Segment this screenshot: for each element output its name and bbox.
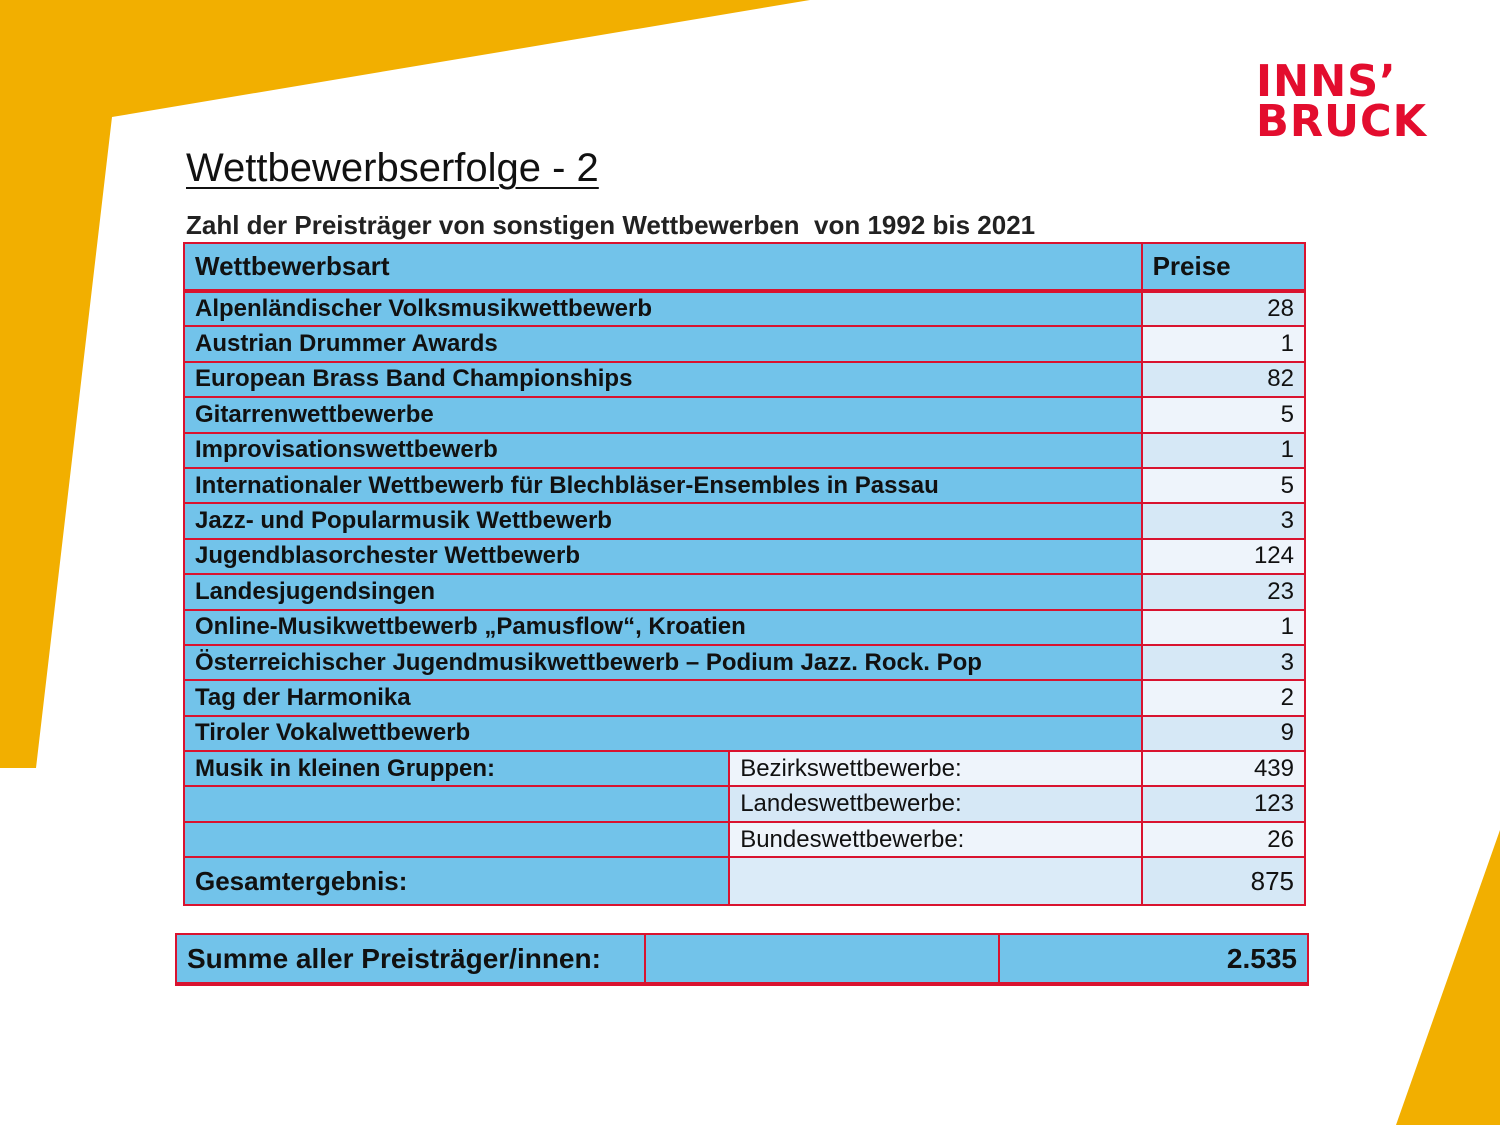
- total-label: Gesamtergebnis:: [184, 857, 729, 905]
- table-row: [184, 397, 1305, 432]
- competition-name: Gitarrenwettbewerbe: [184, 397, 1142, 432]
- innsbruck-logo: [1256, 56, 1428, 147]
- prize-count: 123: [1142, 786, 1305, 821]
- table-row: [184, 362, 1305, 397]
- header-prizes: Preise: [1142, 243, 1305, 291]
- table-row: [184, 503, 1305, 538]
- table-row: [184, 680, 1305, 715]
- table-row: [184, 326, 1305, 361]
- group-level: Landeswettbewerbe:: [729, 786, 1141, 821]
- prize-count: 9: [1142, 716, 1305, 751]
- prize-count: 3: [1142, 645, 1305, 680]
- group-level: Bundeswettbewerbe:: [729, 822, 1141, 857]
- competition-name: Internationaler Wettbewerb für Blechbläser-Ensembles in Passau: [184, 468, 1142, 503]
- competition-name: Tiroler Vokalwettbewerb: [184, 716, 1142, 751]
- competition-name: Tag der Harmonika: [184, 680, 1142, 715]
- competition-name: Improvisationswettbewerb: [184, 433, 1142, 468]
- table-row: [184, 433, 1305, 468]
- prize-count: 5: [1142, 468, 1305, 503]
- prize-count: 82: [1142, 362, 1305, 397]
- competition-name: Alpenländischer Volksmusikwettbewerb: [184, 291, 1142, 326]
- table-header-row: [184, 243, 1305, 291]
- table-row: [184, 716, 1305, 751]
- prize-count: 1: [1142, 610, 1305, 645]
- table-row: [184, 291, 1305, 326]
- prize-count: 23: [1142, 574, 1305, 609]
- prize-count: 1: [1142, 433, 1305, 468]
- competition-name: Landesjugendsingen: [184, 574, 1142, 609]
- summary-row: [176, 934, 1308, 984]
- prize-count: 124: [1142, 539, 1305, 574]
- competition-name: Austrian Drummer Awards: [184, 326, 1142, 361]
- prize-count: 26: [1142, 822, 1305, 857]
- group-row: [184, 786, 1305, 821]
- competition-name: Jugendblasorchester Wettbewerb: [184, 539, 1142, 574]
- table-row: [184, 610, 1305, 645]
- table-row: [184, 468, 1305, 503]
- table-row: [184, 645, 1305, 680]
- competition-table: [183, 242, 1306, 906]
- page-subtitle: Zahl der Preisträger von sonstigen Wettbewerben von 1992 bis 2021: [186, 210, 1036, 240]
- prize-count: 1: [1142, 326, 1305, 361]
- total-empty-cell: [729, 857, 1141, 905]
- group-level: Bezirkswettbewerbe:: [729, 751, 1141, 786]
- header-category: Wettbewerbsart: [184, 243, 1142, 291]
- competition-name: Österreichischer Jugendmusikwettbewerb – Podium Jazz. Rock. Pop: [184, 645, 1142, 680]
- prize-count: 3: [1142, 503, 1305, 538]
- competition-name: Online-Musikwettbewerb „Pamusflow“, Kroatien: [184, 610, 1142, 645]
- total-row: [184, 857, 1305, 905]
- competition-name: European Brass Band Championships: [184, 362, 1142, 397]
- prize-count: 28: [1142, 291, 1305, 326]
- group-row: [184, 751, 1305, 786]
- total-value: 875: [1142, 857, 1305, 905]
- prize-count: 439: [1142, 751, 1305, 786]
- group-label-empty: [184, 822, 729, 857]
- group-row: [184, 822, 1305, 857]
- prize-count: 5: [1142, 397, 1305, 432]
- summary-label: Summe aller Preisträger/innen:: [176, 934, 645, 984]
- competition-name: Jazz- und Popularmusik Wettbewerb: [184, 503, 1142, 538]
- logo-line-1: INNS’: [1256, 56, 1397, 107]
- prize-count: 2: [1142, 680, 1305, 715]
- group-label-empty: [184, 786, 729, 821]
- logo-line-2: BRUCK: [1256, 96, 1428, 147]
- table-row: [184, 574, 1305, 609]
- summary-value: 2.535: [999, 934, 1308, 984]
- summary-table: [175, 933, 1309, 986]
- group-label: Musik in kleinen Gruppen:: [184, 751, 729, 786]
- page-title: Wettbewerbserfolge - 2: [186, 146, 599, 190]
- yellow-bottom-right-shape: [1396, 830, 1500, 1125]
- summary-empty-cell: [645, 934, 999, 984]
- table-row: [184, 539, 1305, 574]
